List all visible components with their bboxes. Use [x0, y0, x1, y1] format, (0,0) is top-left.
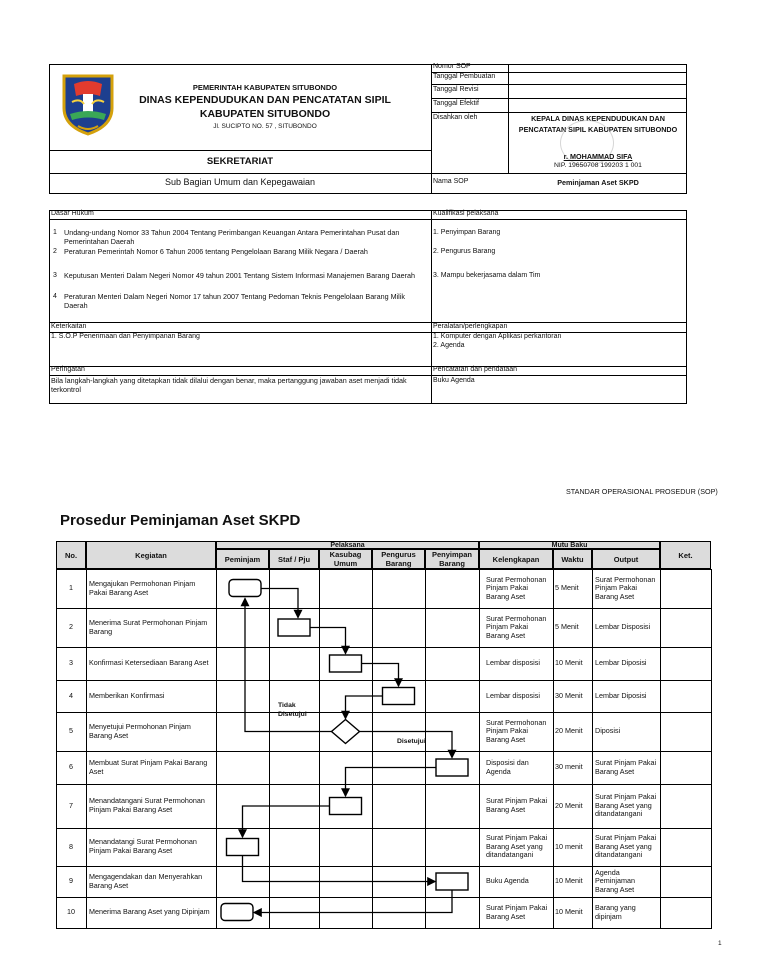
th-actor: Staf / Pju	[269, 549, 319, 569]
row-output: Surat Permohonan Pinjam Pakai Barang Aset	[595, 574, 656, 601]
row-no: 3	[69, 658, 73, 668]
row-kegiatan: Konfirmasi Ketersediaan Barang Aset	[89, 658, 209, 668]
section-name: SEKRETARIAT	[206, 156, 274, 167]
nama-sop: Peminjaman Aset SKPD	[557, 178, 639, 187]
row-kelengkapan: Lembar disposisi	[486, 690, 540, 700]
meta-pembuatan: Tanggal Pembuatan	[433, 73, 496, 80]
row-kegiatan: Memberikan Konfirmasi	[89, 690, 165, 700]
row-kegiatan: Mengajukan Permohonan Pinjam Pakai Barang Aset	[89, 578, 196, 597]
row-output: Agenda Peminjaman Barang Aset	[595, 867, 635, 894]
row-kelengkapan: Surat Permohonan Pinjam Pakai Barang Aset	[486, 574, 547, 601]
row-kegiatan: Menerima Barang Aset yang Dipinjam	[89, 907, 210, 917]
subsection-name: Sub Bagian Umum dan Kepegawaian	[164, 177, 316, 187]
th-actor: Penyimpan Barang	[425, 549, 479, 569]
kab-name: KABUPATEN SITUBONDO	[199, 108, 331, 120]
row-no: 6	[69, 762, 73, 772]
row-kegiatan: Menerima Surat Permohonan Pinjam Barang	[89, 617, 208, 636]
row-output: Lembar Diposisi	[595, 658, 647, 668]
meta-nomor: Nomor SOP	[433, 63, 471, 70]
th-mutu-col: Kelengkapan	[479, 549, 553, 569]
th-pelaksana: Pelaksana	[216, 541, 479, 549]
dasar-hukum-label: Dasar Hukum	[51, 210, 94, 217]
row-no: 4	[69, 690, 73, 700]
row-output: Diposisi	[595, 726, 621, 736]
row-output: Barang yang dipinjam	[595, 902, 636, 921]
row-no: 7	[69, 800, 73, 810]
meta-efektif: Tanggal Efektif	[433, 100, 479, 107]
row-waktu: 10 Menit	[555, 876, 583, 886]
th-kegiatan: Kegiatan	[86, 541, 216, 569]
label-disetujui: Disetujui	[397, 738, 426, 745]
row-waktu: 10 Menit	[555, 907, 583, 917]
pencatatan-label: Pencatatan dan pendataan	[433, 366, 518, 373]
keterkaitan-label: Keterkaitan	[51, 323, 87, 330]
peralatan-item: 1. Komputer dengan Aplikasi perkantoran	[433, 333, 562, 340]
approver-title: KEPALA DINAS KEPENDUDUKAN DAN	[531, 114, 665, 123]
dasar-hukum-item: Keputusan Menteri Dalam Negeri Nomor 49 tahun 2001 Tentang Sistem Informasi Manajemen Barang Daerah	[64, 271, 416, 280]
th-mutu: Mutu Baku	[479, 541, 660, 549]
row-waktu: 30 menit	[555, 762, 583, 772]
sop-label: STANDAR OPERASIONAL PROSEDUR (SOP)	[566, 487, 718, 496]
row-kelengkapan: Surat Pinjam Pakai Barang Aset	[486, 796, 548, 814]
row-kegiatan: Menyetujui Permohonan Pinjam Barang Aset	[89, 721, 191, 740]
row-no: 2	[69, 622, 73, 632]
th-mutu-col: Output	[592, 549, 660, 569]
row-kegiatan: Menandatangani Surat Permohonan Pinjam Pakai Barang Aset	[89, 796, 205, 814]
label-tidak-disetujui: Tidak Disetujui	[278, 702, 307, 718]
dasar-hukum-item: Undang-undang Nomor 33 Tahun 2004 Tentang Perimbangan Keuangan Antara Pemerintahan Pusat dan Pemerintahan Daerah	[64, 228, 400, 246]
th-actor: Kasubag Umum	[319, 549, 372, 569]
dept-name: DINAS KEPENDUDUKAN DAN PENCATATAN SIPIL	[139, 94, 391, 106]
peralatan-label: Peralatan/perlengkapan	[433, 323, 508, 330]
row-waktu: 30 Menit	[555, 690, 583, 700]
th-ket: Ket.	[660, 541, 711, 569]
th-mutu-col: Waktu	[553, 549, 592, 569]
row-no: 5	[69, 726, 73, 736]
meta-revisi: Tanggal Revisi	[433, 86, 479, 93]
page-number: 1	[718, 940, 722, 947]
approver-title-2: PENCATATAN SIPIL KABUPATEN SITUBONDO	[518, 125, 678, 134]
row-no: 9	[69, 876, 73, 886]
dasar-hukum-item: Peraturan Pemerintah Nomor 6 Tahun 2006 tentang Pengelolaan Barang Milik Negara / Daerah	[64, 247, 368, 256]
page-title: Prosedur Peminjaman Aset SKPD	[60, 512, 301, 529]
row-kegiatan: Membuat Surat Pinjam Pakai Barang Aset	[89, 757, 208, 776]
peringatan-label: Peringatan	[51, 366, 85, 373]
th-no: No.	[56, 541, 86, 569]
row-waktu: 10 menit	[555, 841, 583, 851]
row-kelengkapan: Surat Permohonan Pinjam Pakai Barang Aset	[486, 613, 547, 640]
nama-sop-label: Nama SOP	[433, 178, 469, 185]
row-waktu: 10 Menit	[555, 658, 583, 668]
row-kelengkapan: Disposisi dan Agenda	[486, 757, 529, 776]
kualifikasi-item: 3. Mampu bekerjasama dalam Tim	[433, 272, 541, 279]
row-no: 1	[69, 583, 73, 593]
meta-disahkan: Disahkan oleh	[433, 114, 478, 121]
row-waktu: 5 Menit	[555, 583, 579, 593]
row-kegiatan: Menandatangi Surat Permohonan Pinjam Pakai Barang Aset	[89, 837, 197, 855]
keterkaitan: 1. S.O.P Penerimaan dan Penyimpanan Barang	[51, 333, 200, 340]
signer-nip: NIP. 19650708 199203 1 001	[554, 162, 642, 169]
gov-name: PEMERINTAH KABUPATEN SITUBONDO	[192, 83, 338, 92]
row-kelengkapan: Surat Permohonan Pinjam Pakai Barang Aset	[486, 717, 547, 744]
row-output: Lembar Diposisi	[595, 690, 647, 700]
row-kelengkapan: Lembar disposisi	[486, 658, 540, 668]
row-waktu: 5 Menit	[555, 622, 579, 632]
th-actor: Pengurus Barang	[372, 549, 425, 569]
row-no: 10	[67, 907, 75, 917]
row-output: Surat Pinjam Pakai Barang Aset yang ditandatangani	[595, 833, 657, 860]
peringatan: Bila langkah-langkah yang ditetapkan tidak dilalui dengan benar, maka pertanggung jawaban aset menjadi tidak terkontrol	[51, 376, 407, 394]
row-kelengkapan: Surat Pinjam Pakai Barang Aset yang ditandatangani	[486, 833, 548, 860]
row-kelengkapan: Surat Pinjam Pakai Barang Aset	[486, 902, 548, 921]
pencatatan: Buku Agenda	[433, 377, 475, 384]
kualifikasi-item: 1. Penyimpan Barang	[433, 229, 501, 236]
row-kelengkapan: Buku Agenda	[486, 876, 529, 886]
row-waktu: 20 Menit	[555, 726, 583, 736]
row-output: Surat Pinjam Pakai Barang Aset yang ditandatangani	[595, 792, 657, 819]
peralatan-item: 2. Agenda	[433, 342, 465, 349]
row-no: 8	[69, 841, 73, 851]
kualifikasi-label: Kualifikasi pelaksana	[433, 210, 499, 217]
row-output: Surat Pinjam Pakai Barang Aset	[595, 757, 657, 776]
th-actor: Peminjam	[216, 549, 269, 569]
row-output: Lembar Disposisi	[595, 622, 651, 632]
row-waktu: 20 Menit	[555, 800, 583, 810]
kualifikasi-item: 2. Pengurus Barang	[433, 248, 496, 255]
row-kegiatan: Mengagendakan dan Menyerahkan Barang Aset	[89, 871, 203, 890]
address: Jl. SUCIPTO NO. 57 , SITUBONDO	[213, 123, 317, 130]
signer-name: r. MOHAMMAD SIFA	[563, 152, 633, 161]
dasar-hukum-item: Peraturan Menteri Dalam Negeri Nomor 17 tahun 2007 Tentang Pedoman Teknis Pengelolaan Barang Milik Daerah	[64, 292, 405, 310]
